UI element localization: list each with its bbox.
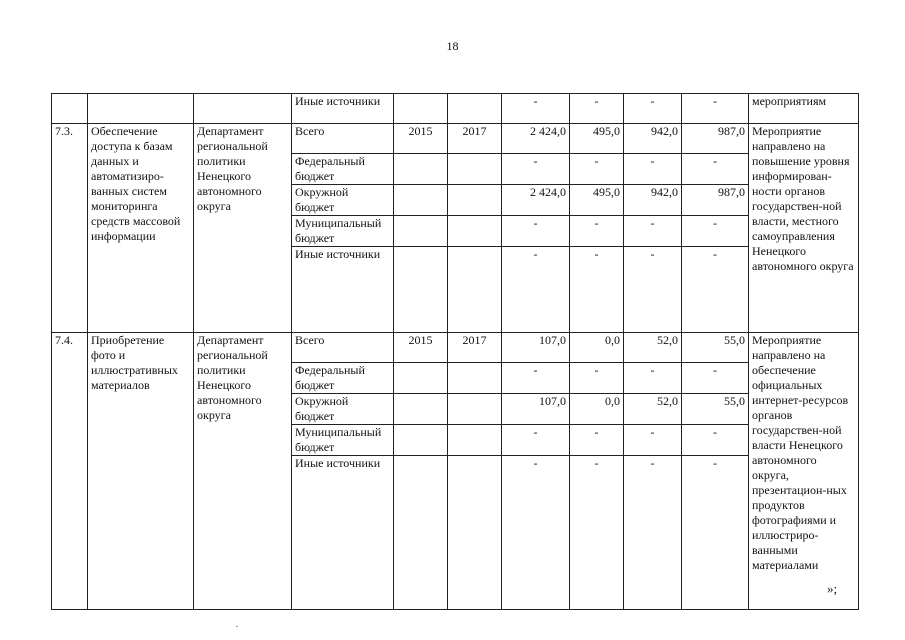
page-number: 18 [446,39,459,53]
measure-executor: Департамент региональной политики Ненецкого автономного округа [194,124,292,333]
start-year: 2015 [394,124,448,154]
table-cell [394,94,448,124]
funding-value-y2017: - [682,456,749,610]
table-cell [52,94,88,124]
table-cell [448,94,502,124]
funding-value-y2016: 942,0 [624,124,682,154]
funding-value-y2017: - [682,216,749,247]
end-year [448,456,502,610]
funding-value-y2016: - [624,247,682,333]
scan-speck [236,626,238,627]
funding-source-name: Иные источники [292,456,394,610]
funding-value-total: - [502,216,570,247]
funding-value-y2015: - [570,247,624,333]
funding-value-total: - [502,425,570,456]
table-cell: - [682,94,749,124]
end-year [448,425,502,456]
measure-name: Обеспечение доступа к базам данных и автоматизиро-ванных систем мониторинга средств массовой информации [88,124,194,333]
funding-value-y2016: 52,0 [624,333,682,363]
funding-source-name: Федеральный бюджет [292,363,394,394]
funding-value-y2015: 0,0 [570,333,624,363]
end-year [448,154,502,185]
funding-value-y2017: 55,0 [682,394,749,425]
funding-value-total: - [502,154,570,185]
funding-value-y2016: 52,0 [624,394,682,425]
funding-value-y2015: - [570,425,624,456]
funding-value-total: - [502,247,570,333]
table-row [52,94,859,124]
expected-result: Мероприятие направлено на повышение уровня информирован-ности органов государствен-ной власти, местного самоуправления Ненецкого автономного округа [749,124,859,333]
start-year [394,456,448,610]
start-year [394,425,448,456]
end-year: 2017 [448,333,502,363]
funding-source-name: Муниципальный бюджет [292,216,394,247]
table-cell: Иные источники [292,94,394,124]
table-row [52,333,859,363]
start-year [394,216,448,247]
start-year [394,185,448,216]
start-year [394,394,448,425]
end-year [448,247,502,333]
end-year: 2017 [448,124,502,154]
funding-value-total: 2 424,0 [502,185,570,216]
funding-value-total: 107,0 [502,333,570,363]
funding-source-name: Федеральный бюджет [292,154,394,185]
funding-value-total: 107,0 [502,394,570,425]
funding-value-y2017: - [682,425,749,456]
funding-source-name: Окружной бюджет [292,185,394,216]
funding-value-y2015: - [570,363,624,394]
funding-value-y2016: - [624,216,682,247]
start-year [394,363,448,394]
funding-value-y2017: 987,0 [682,124,749,154]
funding-source-name: Всего [292,333,394,363]
start-year: 2015 [394,333,448,363]
funding-value-y2016: 942,0 [624,185,682,216]
funding-value-y2017: - [682,363,749,394]
funding-value-y2017: 987,0 [682,185,749,216]
funding-source-name: Всего [292,124,394,154]
funding-source-name: Иные источники [292,247,394,333]
closing-mark: »; [827,581,838,596]
funding-value-y2016: - [624,456,682,610]
funding-value-total: 2 424,0 [502,124,570,154]
end-year [448,216,502,247]
measure-executor: Департамент региональной политики Ненецкого автономного округа [194,333,292,610]
table-row [52,124,859,154]
funding-value-y2015: 0,0 [570,394,624,425]
funding-value-y2016: - [624,363,682,394]
table-cell: мероприятиям [749,94,859,124]
funding-value-total: - [502,363,570,394]
start-year [394,154,448,185]
funding-value-y2015: 495,0 [570,185,624,216]
table-cell: - [502,94,570,124]
funding-value-y2015: - [570,456,624,610]
funding-value-y2015: 495,0 [570,124,624,154]
end-year [448,363,502,394]
funding-source-name: Муниципальный бюджет [292,425,394,456]
funding-value-y2017: - [682,247,749,333]
measure-number: 7.4. [52,333,88,610]
funding-value-y2015: - [570,154,624,185]
table-cell: - [624,94,682,124]
measure-name: Приобретение фото и иллюстративных материалов [88,333,194,610]
funding-value-y2017: 55,0 [682,333,749,363]
funding-value-y2017: - [682,154,749,185]
measure-number: 7.3. [52,124,88,333]
funding-value-y2016: - [624,425,682,456]
end-year [448,394,502,425]
funding-source-name: Окружной бюджет [292,394,394,425]
table-cell [88,94,194,124]
funding-value-total: - [502,456,570,610]
funding-value-y2015: - [570,216,624,247]
program-measures-table [51,93,859,610]
start-year [394,247,448,333]
table-cell [194,94,292,124]
table-cell: - [570,94,624,124]
end-year [448,185,502,216]
funding-value-y2016: - [624,154,682,185]
expected-result: Мероприятие направлено на обеспечение официальных интернет-ресурсов органов государствен-ной власти Ненецкого автономного округа, презентацион-ных продуктов фотографиями и иллюстриро-ванными материалами [749,333,859,610]
